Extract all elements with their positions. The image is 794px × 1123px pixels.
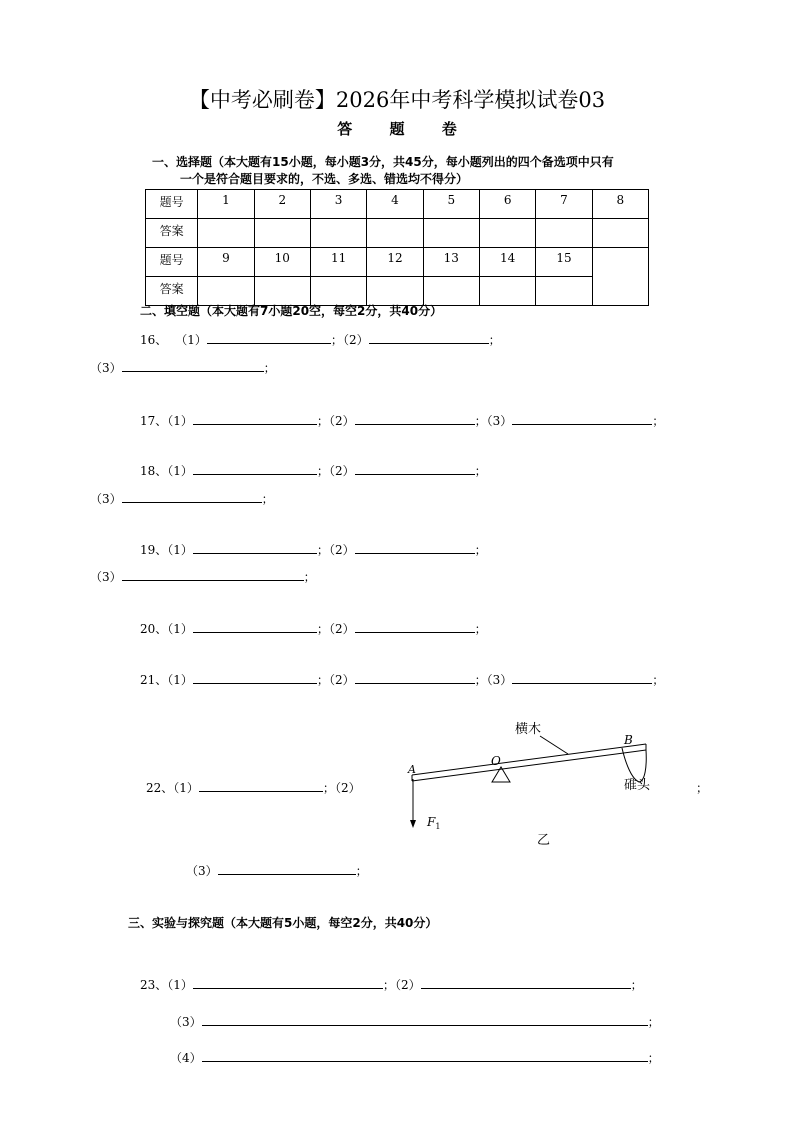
question-number: 14 bbox=[479, 248, 535, 277]
part-label: （2） bbox=[328, 673, 355, 687]
separator: ； bbox=[474, 622, 487, 636]
question-number: 21、 bbox=[140, 673, 168, 687]
separator: ； bbox=[261, 492, 274, 506]
answer-blank[interactable] bbox=[199, 779, 323, 792]
question-18-line1 bbox=[140, 462, 487, 479]
label-a: A bbox=[408, 763, 416, 776]
question-number: 17、 bbox=[140, 414, 168, 428]
question-number: 7 bbox=[536, 190, 592, 219]
separator: ； bbox=[316, 543, 329, 557]
separator: ； bbox=[322, 781, 335, 795]
answer-cell[interactable] bbox=[479, 219, 535, 248]
answer-cell[interactable] bbox=[479, 277, 535, 306]
question-number: 9 bbox=[198, 248, 254, 277]
separator: ； bbox=[355, 864, 368, 878]
question-number: 12 bbox=[367, 248, 423, 277]
subtitle-char: 答 bbox=[337, 120, 353, 138]
answer-cell[interactable] bbox=[536, 219, 592, 248]
part-label: （3） bbox=[186, 864, 218, 878]
part-label: （1） bbox=[167, 543, 193, 557]
answer-cell[interactable] bbox=[254, 277, 310, 306]
separator: ； bbox=[474, 464, 487, 478]
question-16-line2 bbox=[90, 359, 276, 376]
answer-blank[interactable] bbox=[122, 568, 304, 581]
subtitle-char: 卷 bbox=[441, 120, 457, 138]
question-23-line3 bbox=[170, 1049, 660, 1066]
part-label: （3） bbox=[90, 361, 122, 375]
part-label: （3） bbox=[170, 1015, 202, 1029]
part-label: （3） bbox=[90, 492, 122, 506]
section3-heading: 三、实验与探究题（本大题有5小题，每空2分，共40分） bbox=[128, 916, 438, 930]
question-23-line1 bbox=[140, 976, 643, 993]
beam-leader-line bbox=[540, 736, 568, 754]
separator: ； bbox=[474, 673, 487, 687]
lever-figure bbox=[400, 715, 680, 850]
answer-blank[interactable] bbox=[122, 359, 264, 372]
answer-blank[interactable] bbox=[355, 462, 475, 475]
answer-blank[interactable] bbox=[355, 671, 475, 684]
answer-blank[interactable] bbox=[193, 620, 317, 633]
answer-cell[interactable] bbox=[423, 219, 479, 248]
section1-heading-line1: 一、选择题（本大题有15小题，每小题3分，共45分，每小题列出的四个备选项中只有 bbox=[152, 155, 614, 169]
answer-blank[interactable] bbox=[512, 412, 652, 425]
answer-blank[interactable] bbox=[355, 620, 475, 633]
question-number: 6 bbox=[479, 190, 535, 219]
row-label: 题号 bbox=[146, 190, 198, 219]
answer-cell[interactable] bbox=[367, 277, 423, 306]
answer-cell[interactable] bbox=[310, 277, 366, 306]
question-number: 11 bbox=[310, 248, 366, 277]
answer-cell[interactable] bbox=[367, 219, 423, 248]
answer-blank[interactable] bbox=[421, 976, 631, 989]
table-row bbox=[146, 190, 649, 219]
separator: ； bbox=[303, 570, 316, 584]
row-label: 答案 bbox=[146, 277, 198, 306]
question-21 bbox=[140, 671, 664, 688]
part-label: （3） bbox=[486, 673, 513, 687]
label-f1: $F_1$ bbox=[427, 815, 441, 831]
separator: ； bbox=[630, 978, 643, 992]
separator: ； bbox=[652, 673, 665, 687]
answer-blank[interactable] bbox=[193, 541, 317, 554]
separator: ； bbox=[316, 464, 329, 478]
question-18-line2 bbox=[90, 490, 274, 507]
question-number: 10 bbox=[254, 248, 310, 277]
part-label: （1） bbox=[173, 781, 199, 795]
answer-blank[interactable] bbox=[218, 862, 356, 875]
beam bbox=[412, 744, 646, 781]
question-number: 22、 bbox=[146, 781, 174, 795]
part-label: （1） bbox=[167, 673, 193, 687]
answer-blank[interactable] bbox=[193, 976, 383, 989]
question-19-line1 bbox=[140, 541, 487, 558]
question-23-line2 bbox=[170, 1013, 660, 1030]
row-label: 题号 bbox=[146, 248, 198, 277]
question-20 bbox=[140, 620, 487, 637]
part-label: （2） bbox=[328, 622, 355, 636]
question-number: 2 bbox=[254, 190, 310, 219]
separator: ； bbox=[263, 361, 276, 375]
question-number: 1 bbox=[198, 190, 254, 219]
force-arrow-icon bbox=[410, 779, 416, 828]
separator: ； bbox=[474, 414, 487, 428]
table-row bbox=[146, 277, 649, 306]
question-22-line1 bbox=[146, 779, 361, 796]
empty-cell bbox=[592, 248, 648, 306]
figure-caption: 乙 bbox=[537, 833, 551, 848]
answer-blank[interactable] bbox=[207, 331, 331, 344]
separator: ； bbox=[647, 1051, 660, 1065]
part-label: （2） bbox=[328, 414, 355, 428]
question-22-line2 bbox=[186, 862, 368, 879]
separator: ； bbox=[382, 978, 395, 992]
answer-cell[interactable] bbox=[536, 277, 592, 306]
question-number: 15 bbox=[536, 248, 592, 277]
answer-cell[interactable] bbox=[254, 219, 310, 248]
separator: ； bbox=[316, 622, 329, 636]
part-label: （2） bbox=[342, 333, 369, 347]
page-title: 【中考必刷卷】2026年中考科学模拟试卷03 bbox=[188, 88, 606, 112]
question-number: 13 bbox=[423, 248, 479, 277]
label-beam: 横木 bbox=[515, 722, 542, 737]
part-label: （1） bbox=[167, 464, 193, 478]
answer-blank[interactable] bbox=[202, 1013, 648, 1026]
separator: ； bbox=[330, 333, 343, 347]
section1-heading-line2: 一个是符合题目要求的，不选、多选、错选均不得分） bbox=[180, 172, 469, 186]
question-number: 8 bbox=[592, 190, 648, 219]
question-number: 3 bbox=[310, 190, 366, 219]
part-label: （3） bbox=[90, 570, 122, 584]
question-number: 18、 bbox=[140, 464, 168, 478]
question-16-line1 bbox=[140, 331, 501, 348]
question-number: 16、 bbox=[140, 333, 168, 347]
answer-blank[interactable] bbox=[355, 412, 475, 425]
answer-blank[interactable] bbox=[193, 671, 317, 684]
page-subtitle bbox=[0, 118, 794, 139]
label-b: B bbox=[624, 733, 633, 747]
label-pestle: 碓头 bbox=[624, 778, 651, 793]
part-label: （1） bbox=[167, 414, 193, 428]
answer-cell[interactable] bbox=[423, 277, 479, 306]
answer-blank[interactable] bbox=[355, 541, 475, 554]
separator: ； bbox=[316, 673, 329, 687]
part-label: （2） bbox=[394, 978, 421, 992]
answer-cell[interactable] bbox=[592, 219, 648, 248]
question-17 bbox=[140, 412, 664, 429]
answer-cell[interactable] bbox=[310, 219, 366, 248]
separator: ； bbox=[488, 333, 501, 347]
part-label: （3） bbox=[486, 414, 513, 428]
part-label: （2） bbox=[328, 464, 355, 478]
question-number: 23、 bbox=[140, 978, 168, 992]
answer-blank[interactable] bbox=[512, 671, 652, 684]
separator: ； bbox=[474, 543, 487, 557]
label-o: O bbox=[491, 754, 501, 768]
question-number: 20、 bbox=[140, 622, 168, 636]
question-number: 5 bbox=[423, 190, 479, 219]
part-label: （1） bbox=[167, 622, 193, 636]
question-19-line2 bbox=[90, 568, 316, 585]
separator: ； bbox=[647, 1015, 660, 1029]
answer-cell[interactable] bbox=[198, 219, 254, 248]
answer-cell[interactable] bbox=[198, 277, 254, 306]
part-label: （1） bbox=[175, 333, 207, 347]
choice-answer-table bbox=[145, 189, 649, 306]
table-row bbox=[146, 219, 649, 248]
table-row bbox=[146, 248, 649, 277]
section2-heading: 二、填空题（本大题有7小题20空，每空2分，共40分） bbox=[140, 304, 443, 318]
subtitle-char: 题 bbox=[389, 120, 405, 138]
separator: ； bbox=[652, 414, 665, 428]
part-label: （1） bbox=[167, 978, 193, 992]
separator: ； bbox=[316, 414, 329, 428]
question-number: 19、 bbox=[140, 543, 168, 557]
answer-blank[interactable] bbox=[122, 490, 262, 503]
answer-blank[interactable] bbox=[193, 412, 317, 425]
question-22-end-separator: ； bbox=[696, 781, 709, 795]
row-label: 答案 bbox=[146, 219, 198, 248]
answer-blank[interactable] bbox=[193, 462, 317, 475]
answer-blank[interactable] bbox=[369, 331, 489, 344]
question-number: 4 bbox=[367, 190, 423, 219]
part-label: （4） bbox=[170, 1051, 202, 1065]
part-label: （2） bbox=[334, 781, 361, 795]
part-label: （2） bbox=[328, 543, 355, 557]
answer-blank[interactable] bbox=[202, 1049, 648, 1062]
